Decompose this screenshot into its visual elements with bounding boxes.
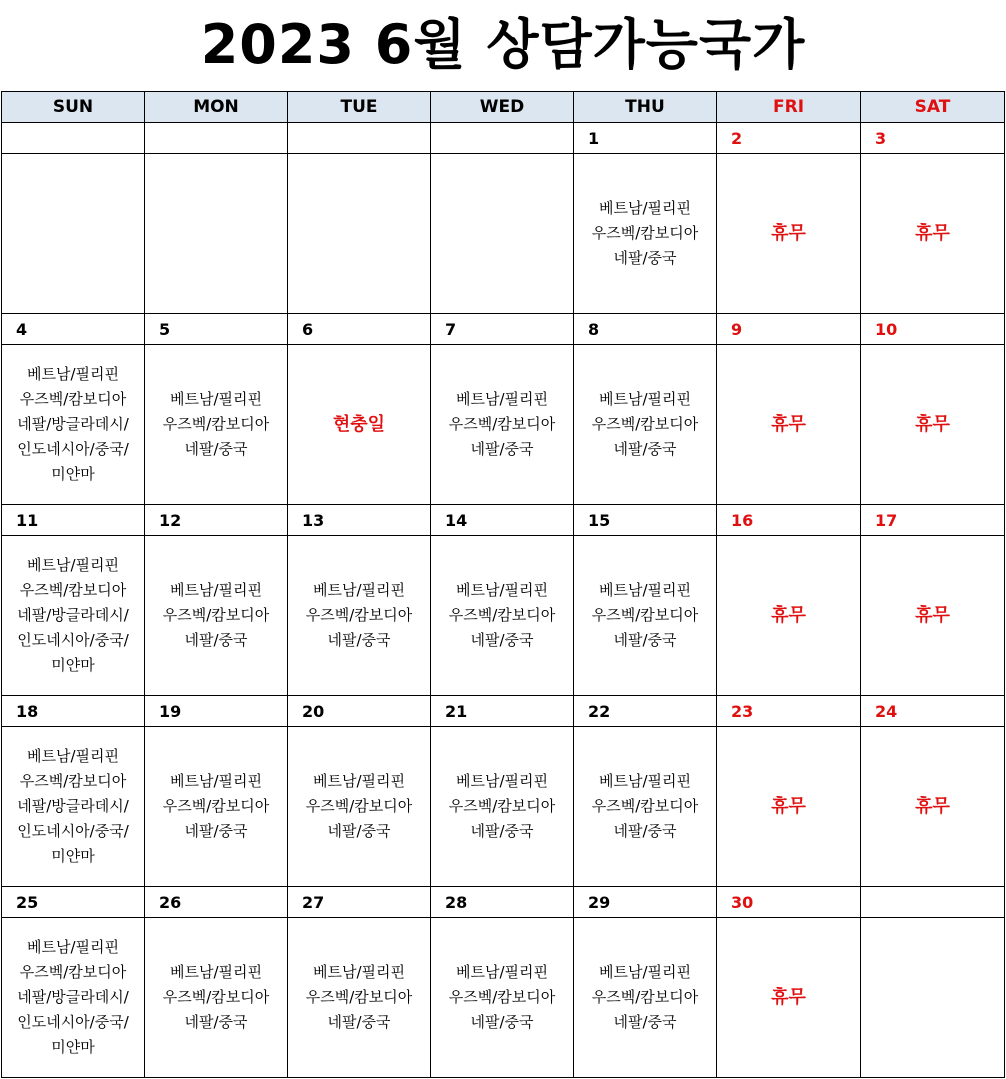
day-cell: [861, 536, 1005, 696]
country-list-line: 네팔/중국: [470, 440, 534, 458]
day-cell: [717, 918, 861, 1078]
day-cell: [574, 345, 717, 505]
date-number: [145, 123, 288, 154]
country-list-line: 우즈벡/캄보디아: [591, 606, 699, 624]
country-list-line: 인도네시아/중국/: [17, 440, 129, 458]
date-number: 27: [288, 887, 431, 918]
day-cell: [2, 727, 145, 887]
date-number: 18: [2, 696, 145, 727]
country-list-line: 베트남/필리핀: [599, 963, 691, 981]
day-content-row: [2, 536, 1005, 696]
country-list-line: 네팔/방글라데시/: [17, 606, 129, 624]
day-cell: [2, 154, 145, 314]
date-number: [431, 123, 574, 154]
country-list-line: 인도네시아/중국/: [17, 822, 129, 840]
weekday-header-row: [2, 92, 1005, 123]
country-list-line: 베트남/필리핀: [599, 772, 691, 790]
day-cell: [574, 154, 717, 314]
date-number: 13: [288, 505, 431, 536]
country-list-line: 우즈벡/캄보디아: [162, 797, 270, 815]
day-cell: [145, 154, 288, 314]
date-number: 17: [861, 505, 1005, 536]
date-number: 4: [2, 314, 145, 345]
country-list-line: 베트남/필리핀: [599, 390, 691, 408]
country-list-line: 네팔/중국: [327, 822, 391, 840]
date-number: 2: [717, 123, 861, 154]
date-number: 26: [145, 887, 288, 918]
day-cell: [288, 345, 431, 505]
country-list-line: 미얀마: [51, 847, 95, 865]
country-list-line: 베트남/필리핀: [27, 747, 119, 765]
date-number: 10: [861, 314, 1005, 345]
country-list-line: 네팔/중국: [613, 631, 677, 649]
country-list-line: 베트남/필리핀: [313, 772, 405, 790]
country-list-line: 우즈벡/캄보디아: [305, 797, 413, 815]
day-cell: [717, 154, 861, 314]
holiday-label: 휴무: [915, 795, 950, 817]
country-list-line: 우즈벡/캄보디아: [591, 224, 699, 242]
day-cell: [288, 727, 431, 887]
date-number: 6: [288, 314, 431, 345]
country-list-line: 네팔/중국: [470, 1013, 534, 1031]
day-content-row: [2, 727, 1005, 887]
holiday-label: 휴무: [771, 413, 806, 435]
country-list-line: 우즈벡/캄보디아: [19, 772, 127, 790]
date-number: 29: [574, 887, 717, 918]
country-list-line: 네팔/중국: [613, 249, 677, 267]
day-cell: [717, 727, 861, 887]
country-list-line: 네팔/중국: [613, 822, 677, 840]
holiday-label: 휴무: [915, 222, 950, 244]
day-content-row: [2, 918, 1005, 1078]
country-list-line: 네팔/중국: [613, 1013, 677, 1031]
country-list-line: 네팔/중국: [327, 631, 391, 649]
day-cell: [717, 536, 861, 696]
country-list-line: 베트남/필리핀: [27, 365, 119, 383]
weekday-header-sat: SAT: [861, 92, 1005, 123]
country-list-line: 네팔/방글라데시/: [17, 797, 129, 815]
date-number: 12: [145, 505, 288, 536]
country-list-line: 우즈벡/캄보디아: [162, 606, 270, 624]
country-list-line: 베트남/필리핀: [313, 963, 405, 981]
date-number: [2, 123, 145, 154]
day-cell: [574, 536, 717, 696]
date-number: [861, 887, 1005, 918]
country-list-line: 베트남/필리핀: [456, 772, 548, 790]
country-list-line: 베트남/필리핀: [170, 581, 262, 599]
day-cell: [431, 536, 574, 696]
date-number: 19: [145, 696, 288, 727]
day-cell: [717, 345, 861, 505]
holiday-label: 휴무: [771, 222, 806, 244]
day-cell: [574, 918, 717, 1078]
country-list-line: 베트남/필리핀: [170, 772, 262, 790]
country-list-line: 인도네시아/중국/: [17, 1013, 129, 1031]
country-list-line: 우즈벡/캄보디아: [305, 606, 413, 624]
country-list-line: 네팔/중국: [327, 1013, 391, 1031]
date-number: 9: [717, 314, 861, 345]
day-cell: [861, 918, 1005, 1078]
date-number: 23: [717, 696, 861, 727]
country-list-line: 네팔/중국: [470, 822, 534, 840]
date-number-row: [2, 696, 1005, 727]
country-list-line: 우즈벡/캄보디아: [448, 415, 556, 433]
country-list-line: 베트남/필리핀: [313, 581, 405, 599]
date-number-row: [2, 887, 1005, 918]
date-number: 16: [717, 505, 861, 536]
date-number: [288, 123, 431, 154]
day-cell: [431, 918, 574, 1078]
country-list-line: 베트남/필리핀: [599, 199, 691, 217]
holiday-label: 휴무: [771, 604, 806, 626]
country-list-line: 네팔/중국: [184, 631, 248, 649]
date-number: 24: [861, 696, 1005, 727]
date-number: 7: [431, 314, 574, 345]
country-list-line: 베트남/필리핀: [170, 963, 262, 981]
date-number-row: [2, 123, 1005, 154]
weekday-header-sun: SUN: [2, 92, 145, 123]
day-content-row: [2, 345, 1005, 505]
country-list-line: 인도네시아/중국/: [17, 631, 129, 649]
page-title: 2023 6월 상담가능국가: [200, 13, 806, 76]
date-number: 8: [574, 314, 717, 345]
country-list-line: 베트남/필리핀: [599, 581, 691, 599]
day-content-row: [2, 154, 1005, 314]
country-list-line: 우즈벡/캄보디아: [448, 606, 556, 624]
date-number: 14: [431, 505, 574, 536]
day-cell: [2, 345, 145, 505]
country-list-line: 우즈벡/캄보디아: [19, 390, 127, 408]
country-list-line: 베트남/필리핀: [456, 390, 548, 408]
day-cell: [431, 154, 574, 314]
weekday-header-thu: THU: [574, 92, 717, 123]
day-cell: [861, 154, 1005, 314]
country-list-line: 베트남/필리핀: [27, 556, 119, 574]
country-list-line: 우즈벡/캄보디아: [19, 963, 127, 981]
date-number: 3: [861, 123, 1005, 154]
country-list-line: 네팔/중국: [184, 1013, 248, 1031]
date-number: 25: [2, 887, 145, 918]
day-cell: [2, 536, 145, 696]
day-cell: [288, 536, 431, 696]
country-list-line: 미얀마: [51, 656, 95, 674]
date-number: 28: [431, 887, 574, 918]
country-list-line: 우즈벡/캄보디아: [448, 797, 556, 815]
country-list-line: 베트남/필리핀: [27, 938, 119, 956]
weekday-header-tue: TUE: [288, 92, 431, 123]
day-cell: [145, 345, 288, 505]
weekday-header-mon: MON: [145, 92, 288, 123]
country-list-line: 베트남/필리핀: [456, 963, 548, 981]
date-number-row: [2, 314, 1005, 345]
date-number: 5: [145, 314, 288, 345]
country-list-line: 우즈벡/캄보디아: [448, 988, 556, 1006]
country-list-line: 미얀마: [51, 1038, 95, 1056]
holiday-label: 휴무: [915, 413, 950, 435]
holiday-label: 휴무: [771, 986, 806, 1008]
day-cell: [431, 345, 574, 505]
day-cell: [2, 918, 145, 1078]
day-cell: [861, 345, 1005, 505]
day-cell: [288, 918, 431, 1078]
country-list-line: 우즈벡/캄보디아: [591, 988, 699, 1006]
country-list-line: 우즈벡/캄보디아: [162, 415, 270, 433]
country-list-line: 우즈벡/캄보디아: [591, 797, 699, 815]
country-list-line: 베트남/필리핀: [170, 390, 262, 408]
country-list-line: 우즈벡/캄보디아: [162, 988, 270, 1006]
calendar-table: [1, 91, 1005, 1078]
day-cell: [145, 536, 288, 696]
holiday-label: 휴무: [771, 795, 806, 817]
date-number: 1: [574, 123, 717, 154]
country-list-line: 네팔/중국: [184, 822, 248, 840]
weekday-header-fri: FRI: [717, 92, 861, 123]
day-cell: [431, 727, 574, 887]
country-list-line: 네팔/방글라데시/: [17, 988, 129, 1006]
date-number: 20: [288, 696, 431, 727]
day-cell: [861, 727, 1005, 887]
day-cell: [145, 918, 288, 1078]
country-list-line: 베트남/필리핀: [456, 581, 548, 599]
day-cell: [145, 727, 288, 887]
holiday-label: 현충일: [332, 413, 386, 435]
day-cell: [288, 154, 431, 314]
weekday-header-wed: WED: [431, 92, 574, 123]
country-list-line: 네팔/중국: [613, 440, 677, 458]
country-list-line: 네팔/중국: [470, 631, 534, 649]
country-list-line: 네팔/중국: [184, 440, 248, 458]
date-number: 11: [2, 505, 145, 536]
country-list-line: 우즈벡/캄보디아: [591, 415, 699, 433]
day-cell: [574, 727, 717, 887]
country-list-line: 미얀마: [51, 465, 95, 483]
country-list-line: 우즈벡/캄보디아: [19, 581, 127, 599]
date-number: 15: [574, 505, 717, 536]
country-list-line: 우즈벡/캄보디아: [305, 988, 413, 1006]
date-number-row: [2, 505, 1005, 536]
date-number: 22: [574, 696, 717, 727]
date-number: 21: [431, 696, 574, 727]
date-number: 30: [717, 887, 861, 918]
holiday-label: 휴무: [915, 604, 950, 626]
country-list-line: 네팔/방글라데시/: [17, 415, 129, 433]
